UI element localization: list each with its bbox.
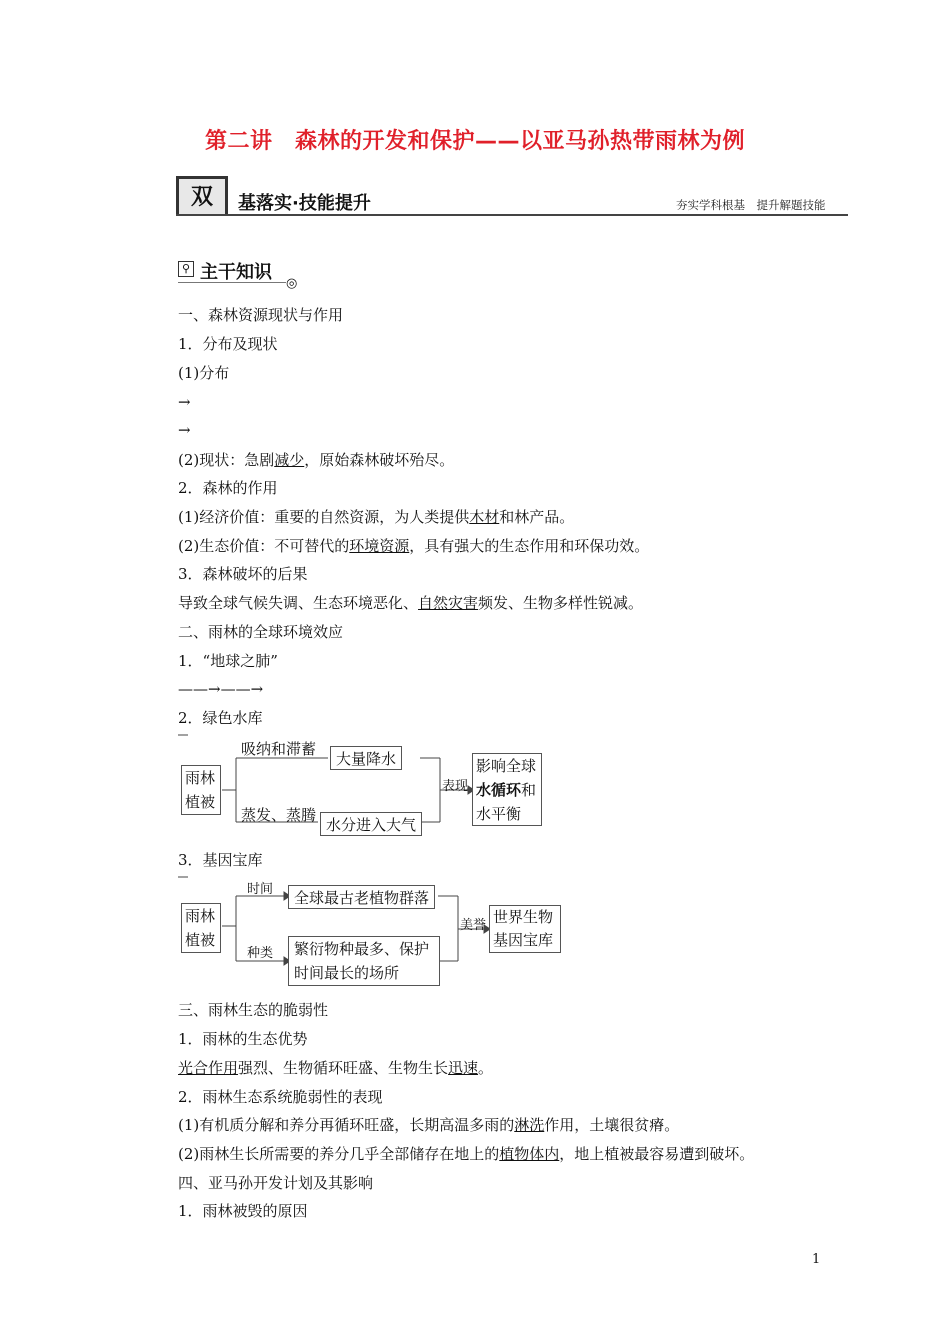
- item-economic: (1)经济价值：重要的自然资源，为人类提供木材和林产品。: [178, 508, 575, 526]
- arrow-line-2: →: [178, 421, 191, 439]
- item-distribution: (1)分布: [178, 364, 230, 382]
- item-ecologic: (2)生态价值：不可替代的环境资源，具有强大的生态作用和环保功效。: [178, 537, 650, 555]
- subheading-3-2: 2．雨林生态系统脆弱性的表现: [178, 1088, 383, 1106]
- subheading-3-1: 1．雨林的生态优势: [178, 1030, 308, 1048]
- pen-icon: ⚲: [178, 261, 194, 277]
- diagram1-bottom-label: 蒸发、蒸腾: [241, 806, 317, 824]
- diagram1-source-box: 雨林 植被: [181, 765, 221, 815]
- subheading-2-3: 3．基因宝库: [178, 851, 263, 869]
- item-status: (2)现状：急剧减少，原始森林破坏殆尽。: [178, 451, 455, 469]
- heading-1: 一、森林资源现状与作用: [178, 306, 344, 324]
- subheading-2-1: 1．“地球之肺”: [178, 652, 278, 670]
- diagram2-bottom-label: 种类: [247, 946, 274, 961]
- item-fragility-2: (2)雨林生长所需要的养分几乎全部储存在地上的植物体内，地上植被最容易遭到破坏。: [178, 1145, 755, 1163]
- item-advantage: 光合作用强烈、生物循环旺盛、生物生长迅速。: [178, 1059, 494, 1077]
- heading-4: 四、亚马孙开发计划及其影响: [178, 1174, 374, 1192]
- page-title: 第二讲 森林的开发和保护——以亚马孙热带雨林为例: [204, 129, 745, 154]
- diagram2-top-box: 全球最古老植物群落: [288, 885, 435, 909]
- banner-right-text: 夯实学科根基 提升解题技能: [676, 198, 826, 212]
- page-number: 1: [812, 1252, 821, 1267]
- subheading-4-1: 1．雨林被毁的原因: [178, 1202, 308, 1220]
- heading-2: 二、雨林的全球环境效应: [178, 623, 344, 641]
- diagram2-result-box: 世界生物 基因宝库: [489, 905, 561, 953]
- subheading-1-2: 2．森林的作用: [178, 479, 278, 497]
- heading-3: 三、雨林生态的脆弱性: [178, 1001, 329, 1019]
- section-badge: 双: [176, 176, 228, 216]
- diagram2-arrow-label: 美誉: [460, 918, 487, 933]
- subheading-1-3: 3．森林破坏的后果: [178, 565, 308, 583]
- item-consequence: 导致全球气候失调、生态环境恶化、自然灾害频发、生物多样性锐减。: [178, 594, 644, 612]
- diagram1-top-label: 吸纳和滞蓄: [241, 740, 317, 758]
- arrow-chain: ——→——→: [178, 680, 264, 698]
- section-heading: 主干知识: [200, 262, 272, 283]
- diagram2-bottom-box: 繁衍物种最多、保护 时间最长的场所: [288, 936, 440, 986]
- section-mark: ◎: [286, 276, 298, 291]
- subheading-1-1: 1．分布及现状: [178, 335, 278, 353]
- diagram1-bottom-box: 水分进入大气: [320, 812, 422, 836]
- banner-heading: 基落实·技能提升: [238, 193, 371, 214]
- item-fragility-1: (1)有机质分解和养分再循环旺盛，长期高温多雨的淋洗作用，土壤很贫瘠。: [178, 1116, 680, 1134]
- diagram2-top-label: 时间: [247, 882, 274, 897]
- diagram1-top-box: 大量降水: [330, 746, 402, 770]
- diagram2-source-box: 雨林 植被: [181, 903, 221, 953]
- diagram1-arrow-label: 表现: [442, 779, 469, 794]
- diagram1-result-box: 影响全球 水循环和 水平衡: [472, 753, 542, 826]
- arrow-line-1: →: [178, 393, 191, 411]
- subheading-2-2: 2．绿色水库: [178, 709, 263, 727]
